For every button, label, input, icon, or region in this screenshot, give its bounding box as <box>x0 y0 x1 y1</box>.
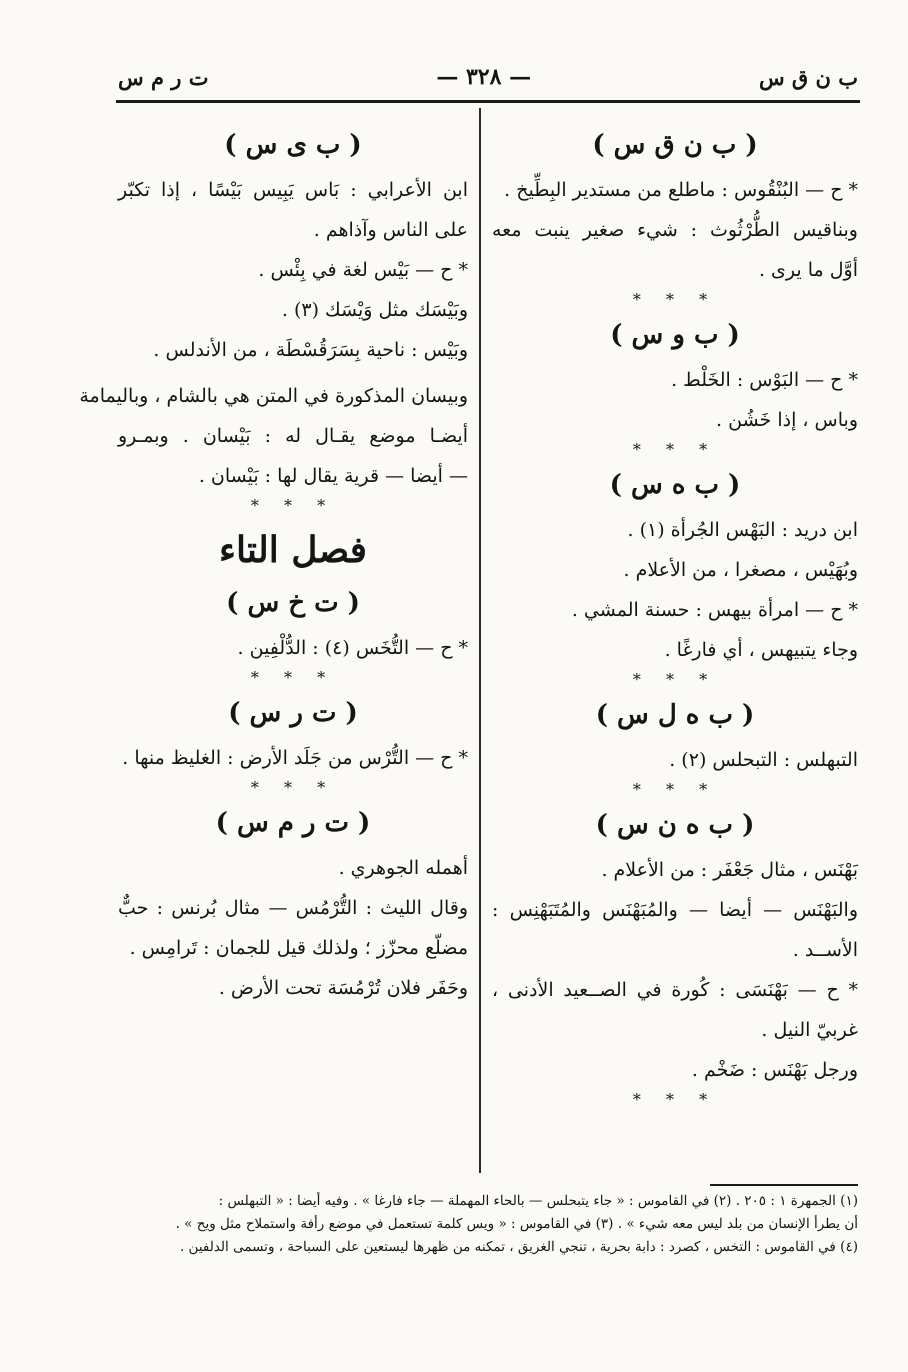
section-separator: * * * <box>632 780 718 799</box>
footnote-line: (١) الجمهرة ١ : ٢٠٥ . (٢) في القاموس : « جاء يتبحلس — بالحاء المهملة — جاء فارغا » . وفيه أيضا : « التبهلس : <box>218 1193 858 1209</box>
footnote-line: أن يطرأ الإنسان من بلد ليس معه شيء » . (٣) في القاموس : « ويس كلمة تستعمل في موضع رأفة واستملاح مثل ويح » . <box>175 1216 858 1232</box>
entry-heading: ( ب ه س ) <box>609 470 741 500</box>
entry-line: * ح — بَهْنَسَى : كُورة في الصــعيد الأدنى ، <box>492 979 858 1001</box>
entry-line: وباس ، إذا خَشُن . <box>716 409 858 431</box>
entry-line: أهمله الجوهري . <box>338 857 468 879</box>
right-column <box>492 120 858 1110</box>
page-header <box>118 62 858 92</box>
entry-line: بَهْنَس ، مثال جَعْفَر : من الأعلام . <box>601 859 858 881</box>
entry-heading: ( ب ى س ) <box>224 130 362 160</box>
entry-heading: ( ب ن ق س ) <box>592 130 758 160</box>
header-rule <box>116 100 860 103</box>
entry-line: التبهلس : التبحلس (٢) . <box>669 749 858 771</box>
entry-line: * ح — البَوْس : الخَلْط . <box>671 369 858 391</box>
entry-line: * ح — التُّرْس من جَلَد الأرض : الغليظ منها . <box>122 747 468 769</box>
left-column <box>79 120 468 1008</box>
header-right-entry: ب ن ق س <box>758 64 858 90</box>
entry-line: ابن الأعرابي : بَاس يَبِيس بَيْسًا ، إذا تكبّر <box>118 179 468 201</box>
footnotes <box>130 1190 858 1259</box>
section-separator: * * * <box>632 670 718 689</box>
section-separator: * * * <box>250 668 336 687</box>
entry-line: الأســد . <box>792 939 858 961</box>
footnote-line: (٤) في القاموس : التخس ، كصرد : دابة بحرية ، تنجي الغريق ، تمكنه من ظهرها ليستعين على السباحة ، وتسمى الدلفين . <box>179 1239 858 1255</box>
entry-heading: ( ت ر س ) <box>228 698 358 728</box>
entry-line: والبَهْنَس — أيضا — والمُبَهْنَس والمُتَبَهْنِس : <box>492 899 858 921</box>
entry-line: ورجل بَهْنَس : ضَخْم . <box>691 1059 858 1081</box>
column-divider <box>479 108 481 1173</box>
entry-line: وبُهَيْس ، مصغرا ، من الأعلام . <box>623 559 858 581</box>
chapter-title: فصل التاء <box>219 529 367 571</box>
entry-line: مضلّع محزّز ؛ ولذلك قيل للجمان : تَرامِس . <box>129 937 468 959</box>
entry-line: * ح — بَيْس لغة في بِئْس . <box>258 259 468 281</box>
entry-line: ابن دريد : البَهْس الجُرأة (١) . <box>627 519 858 541</box>
entry-line: على الناس وآذاهم . <box>313 219 468 241</box>
entry-heading: ( ت ر م س ) <box>215 808 371 838</box>
entry-heading: ( ب ه ل س ) <box>595 700 755 730</box>
entry-line: وجاء يتبيهس ، أي فارغًا . <box>664 639 858 661</box>
entry-line: وبيسان المذكورة في المتن هي بالشام ، وباليمامة <box>79 385 468 407</box>
header-left-entry: ت ر م س <box>118 64 209 90</box>
entry-line: * ح — امرأة بيهس : حسنة المشي . <box>571 599 858 621</box>
entry-line: * ح — التُّخَس (٤) : الدُّلْفِين . <box>237 637 468 659</box>
section-separator: * * * <box>632 1090 718 1109</box>
entry-line: وحَفَر فلان تُرْمُسَة تحت الأرض . <box>218 977 468 999</box>
entry-line: وبَيْسَك مثل وَيْسَك (٣) . <box>281 299 468 321</box>
section-separator: * * * <box>250 778 336 797</box>
footnote-rule <box>710 1184 858 1186</box>
entry-line: أوَّل ما يرى . <box>758 259 858 281</box>
entry-heading: ( ب ه ن س ) <box>595 810 755 840</box>
entry-heading: ( ب و س ) <box>610 320 740 350</box>
entry-line: وبناقيس الطُّرْثُوث : شيء صغير ينبت معه <box>492 219 858 241</box>
section-separator: * * * <box>632 290 718 309</box>
section-separator: * * * <box>250 496 336 515</box>
entry-line: — أيضا — قرية يقال لها : بَيْسان . <box>198 465 468 487</box>
entry-line: أيضـا موضع يقـال له : بَيْسان . وبمـرو <box>118 425 468 447</box>
entry-line: وبَيْس : ناحية بِسَرَقُسْطَة ، من الأندلس . <box>153 339 468 361</box>
entry-line: وقال الليث : التُّرْمُس — مثال بُرنس : حبٌّ <box>118 897 468 919</box>
entry-line: غربيّ النيل . <box>761 1019 858 1041</box>
entry-heading: ( ت خ س ) <box>226 588 360 618</box>
page-number: — ٣٢٨ — <box>436 64 532 90</box>
entry-line: * ح — البُنْقُوس : ماطلع من مستدير البِطِّيخ . <box>504 179 858 201</box>
section-separator: * * * <box>632 440 718 459</box>
